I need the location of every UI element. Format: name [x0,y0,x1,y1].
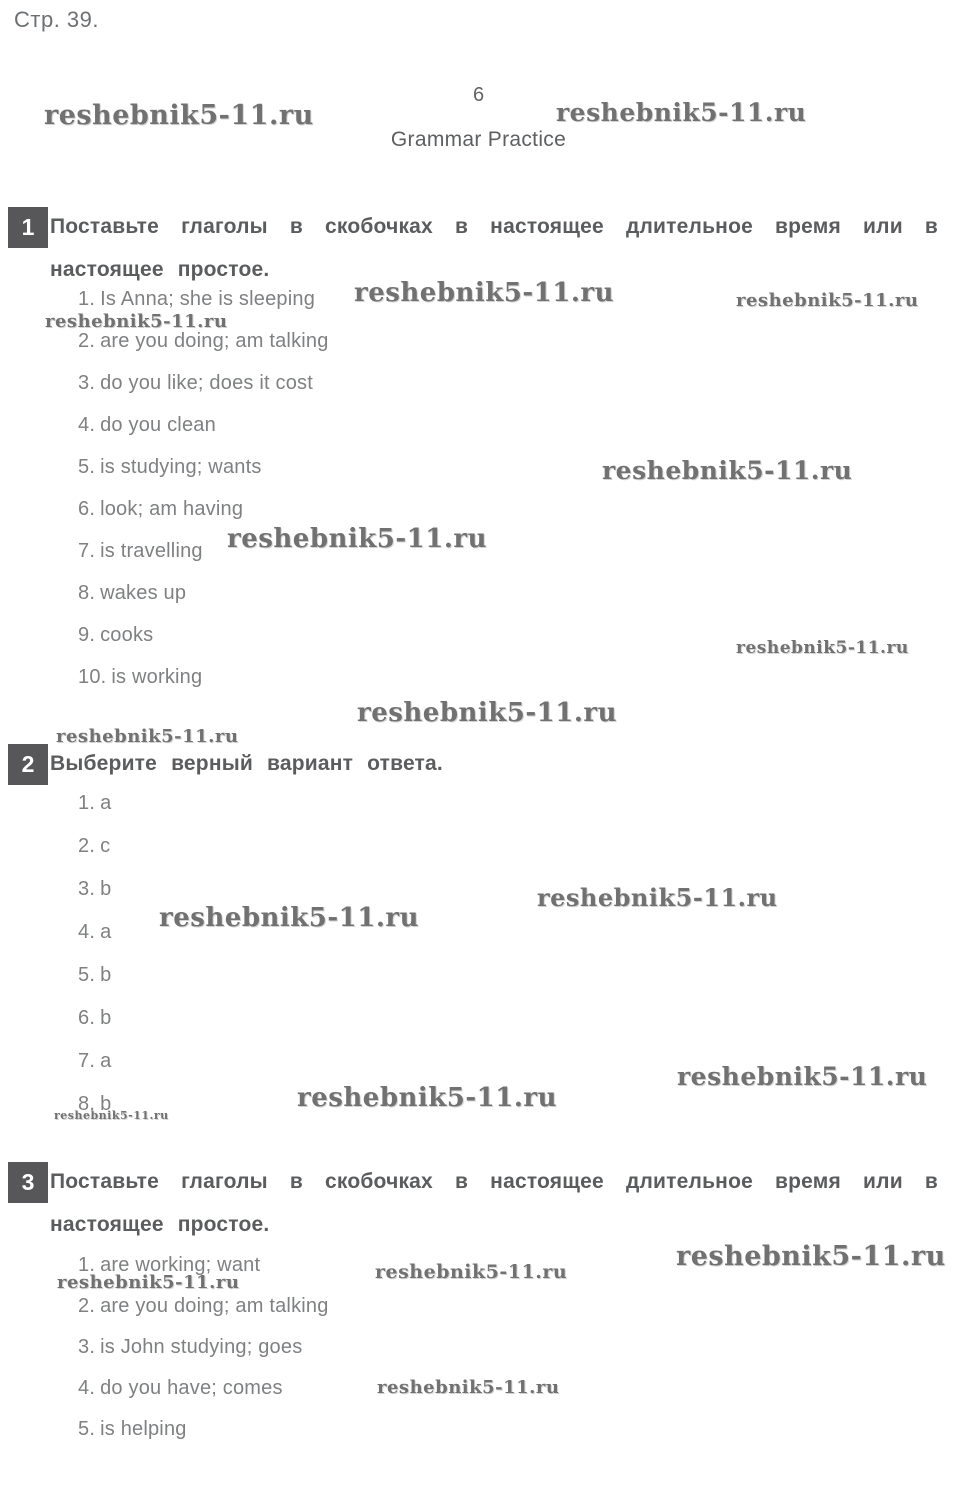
item-text: Is Anna; she is sleeping [100,288,316,310]
item-text: is travelling [100,540,203,562]
watermark-text: reshebnik5-11.ru [159,903,420,933]
watermark-text: reshebnik5-11.ru [736,290,919,311]
watermark-text: reshebnik5-11.ru [375,1261,568,1283]
item-text: b [100,1007,112,1029]
item-text: is working [111,666,203,688]
answer-item [78,330,949,372]
answer-item [78,372,949,414]
section-heading: Поставьте глаголы в скобочках в настоящее длительное время или в настоящее простое. [50,1170,938,1236]
item-number: 7. [78,1050,96,1072]
watermark-text: reshebnik5-11.ru [45,311,228,332]
watermark-text: reshebnik5-11.ru [357,698,618,728]
item-text: a [100,921,112,943]
section-number-badge: 1 [8,207,48,248]
item-number: 5. [78,1418,96,1440]
answer-item [78,540,949,582]
item-text: do you have; comes [100,1377,283,1399]
item-number: 3. [78,1336,96,1358]
watermark-text: reshebnik5-11.ru [537,883,778,912]
item-text: do you like; does it cost [100,372,313,394]
page-number: 6 [472,84,485,106]
item-number: 2. [78,330,96,352]
item-text: a [100,792,112,814]
item-number: 8. [78,582,96,604]
section-heading: Поставьте глаголы в скобочках в настоящее длительное время или в настоящее простое. [50,215,938,281]
section-number-badge: 2 [8,744,48,785]
watermark-text: reshebnik5-11.ru [556,98,807,127]
answer-item [78,1007,949,1050]
item-number: 4. [78,1377,96,1399]
item-text: wakes up [100,582,187,604]
watermark-text: reshebnik5-11.ru [44,100,314,131]
item-text: are working; want [100,1254,261,1276]
item-number: 6. [78,498,96,520]
item-text: are you doing; am talking [100,1295,329,1317]
item-text: do you clean [100,414,216,436]
watermark-text: reshebnik5-11.ru [54,1109,169,1122]
item-text: look; am having [100,498,244,520]
item-number: 1. [78,792,96,814]
item-number: 2. [78,1295,96,1317]
item-number: 2. [78,835,96,857]
section-3 [8,1160,949,1459]
item-number: 3. [78,878,96,900]
item-text: is John studying; goes [100,1336,303,1358]
watermark-text: reshebnik5-11.ru [227,524,488,554]
item-text: b [100,1093,112,1115]
answer-item [78,835,949,878]
answer-item [78,1295,949,1336]
watermark-text: reshebnik5-11.ru [677,1062,928,1091]
item-number: 9. [78,624,96,646]
item-text: b [100,964,112,986]
section-heading: Выберите верный вариант ответа. [50,752,443,775]
page-label: Стр. 39. [14,7,100,32]
answer-item [78,1336,949,1377]
item-number: 5. [78,964,96,986]
answer-item [78,498,949,540]
item-text: is helping [100,1418,187,1440]
watermark-text: reshebnik5-11.ru [354,278,615,308]
item-text: c [100,835,111,857]
item-number: 3. [78,372,96,394]
item-number: 6. [78,1007,96,1029]
item-number: 10. [78,666,107,688]
watermark-text: reshebnik5-11.ru [736,638,909,658]
watermark-text: reshebnik5-11.ru [57,1272,240,1293]
watermark-text: reshebnik5-11.ru [377,1377,560,1398]
item-number: 4. [78,414,96,436]
section-number-badge: 3 [8,1162,48,1203]
watermark-text: reshebnik5-11.ru [297,1083,558,1113]
answer-item [78,964,949,1007]
answer-item [78,582,949,624]
item-text: b [100,878,112,900]
answer-item [78,414,949,456]
item-text: is studying; wants [100,456,262,478]
answer-item [78,792,949,835]
item-text: cooks [100,624,154,646]
item-number: 1. [78,288,96,310]
item-text: a [100,1050,112,1072]
answer-item [78,1418,949,1459]
item-number: 5. [78,456,96,478]
watermark-text: reshebnik5-11.ru [602,456,853,485]
item-number: 8. [78,1093,96,1115]
watermark-text: reshebnik5-11.ru [676,1241,946,1272]
item-number: 1. [78,1254,96,1276]
document-title: Grammar Practice [390,128,567,151]
item-number: 4. [78,921,96,943]
watermark-text: reshebnik5-11.ru [56,726,239,747]
item-number: 7. [78,540,96,562]
item-text: are you doing; am talking [100,330,329,352]
